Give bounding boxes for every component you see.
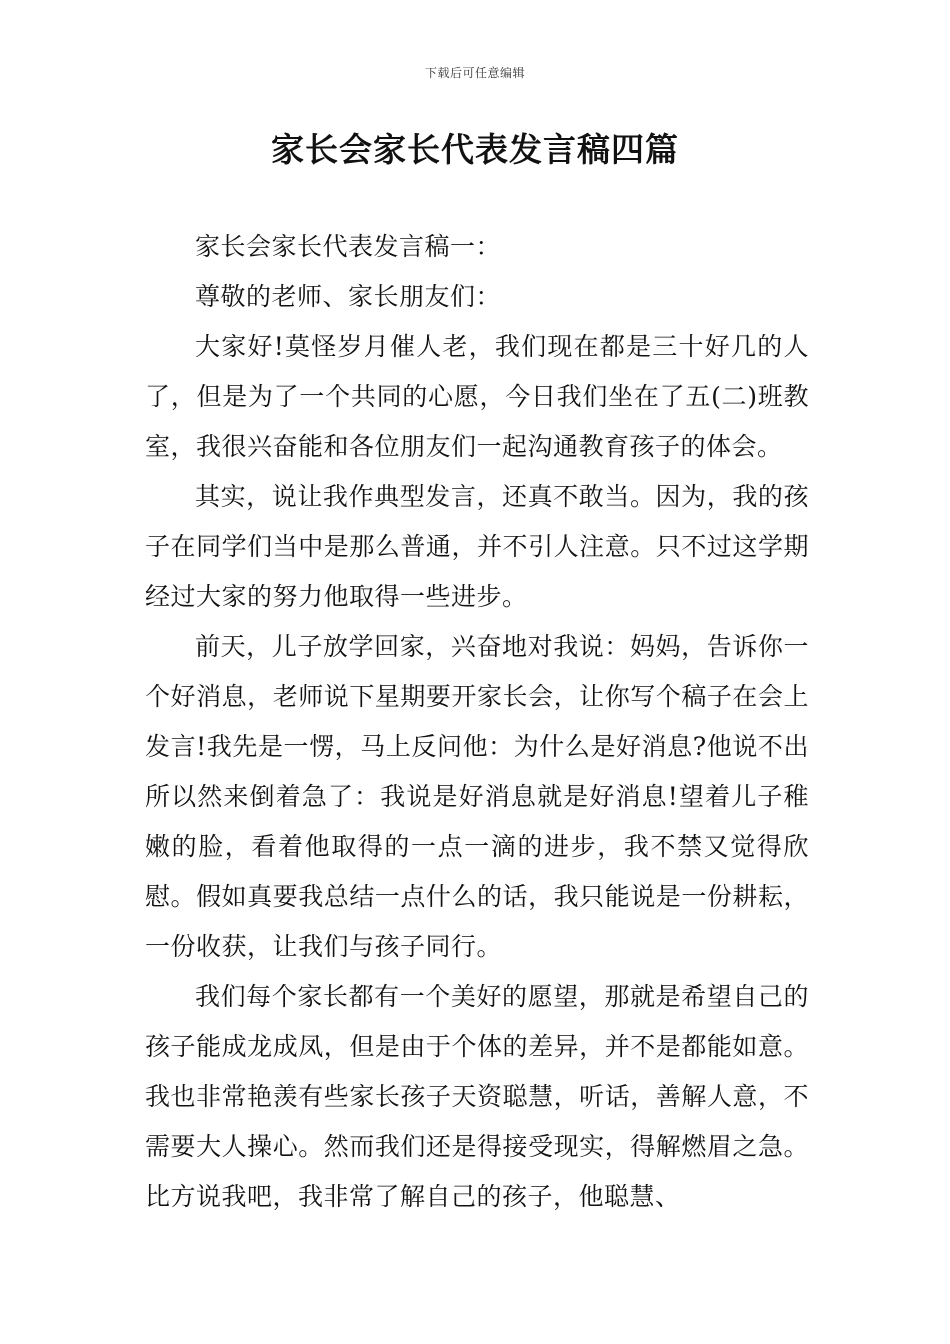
document-title: 家长会家长代表发言稿四篇 — [271, 130, 679, 169]
document-body — [145, 222, 809, 1222]
paragraph-greeting: 大家好!莫怪岁月催人老，我们现在都是三十好几的人了，但是为了一个共同的心愿，今日我们坐在了五(二)班教室，我很兴奋能和各位朋友们一起沟通教育孩子的体会。 — [145, 332, 809, 461]
paragraph-salutation: 尊敬的老师、家长朋友们： — [195, 282, 502, 311]
paragraph-expectations: 我们每个家长都有一个美好的愿望，那就是希望自己的孩子能成龙成凤，但是由于个体的差异，并不是都能如意。我也非常艳羡有些家长孩子天资聪慧，听话，善解人意，不需要大人操心。然而我们还是得接受现实，得解燃眉之急。比方说我吧，我非常了解自己的孩子，他聪慧、 — [145, 982, 809, 1211]
paragraph-anecdote: 前天，儿子放学回家，兴奋地对我说：妈妈，告诉你一个好消息，老师说下星期要开家长会，让你写个稿子在会上发言!我先是一愣，马上反问他：为什么是好消息?他说不出所以然来倒着急了：我说是好消息就是好消息!望着儿子稚嫩的脸，看着他取得的一点一滴的进步，我不禁又觉得欣慰。假如真要我总结一点什么的话，我只能说是一份耕耘，一份收获，让我们与孩子同行。 — [145, 632, 809, 961]
paragraph-modesty: 其实，说让我作典型发言，还真不敢当。因为，我的孩子在同学们当中是那么普通，并不引人注意。只不过这学期经过大家的努力他取得一些进步。 — [145, 482, 809, 611]
header-note: 下载后可任意编辑 — [424, 66, 525, 80]
paragraph-section-heading: 家长会家长代表发言稿一： — [195, 232, 502, 261]
